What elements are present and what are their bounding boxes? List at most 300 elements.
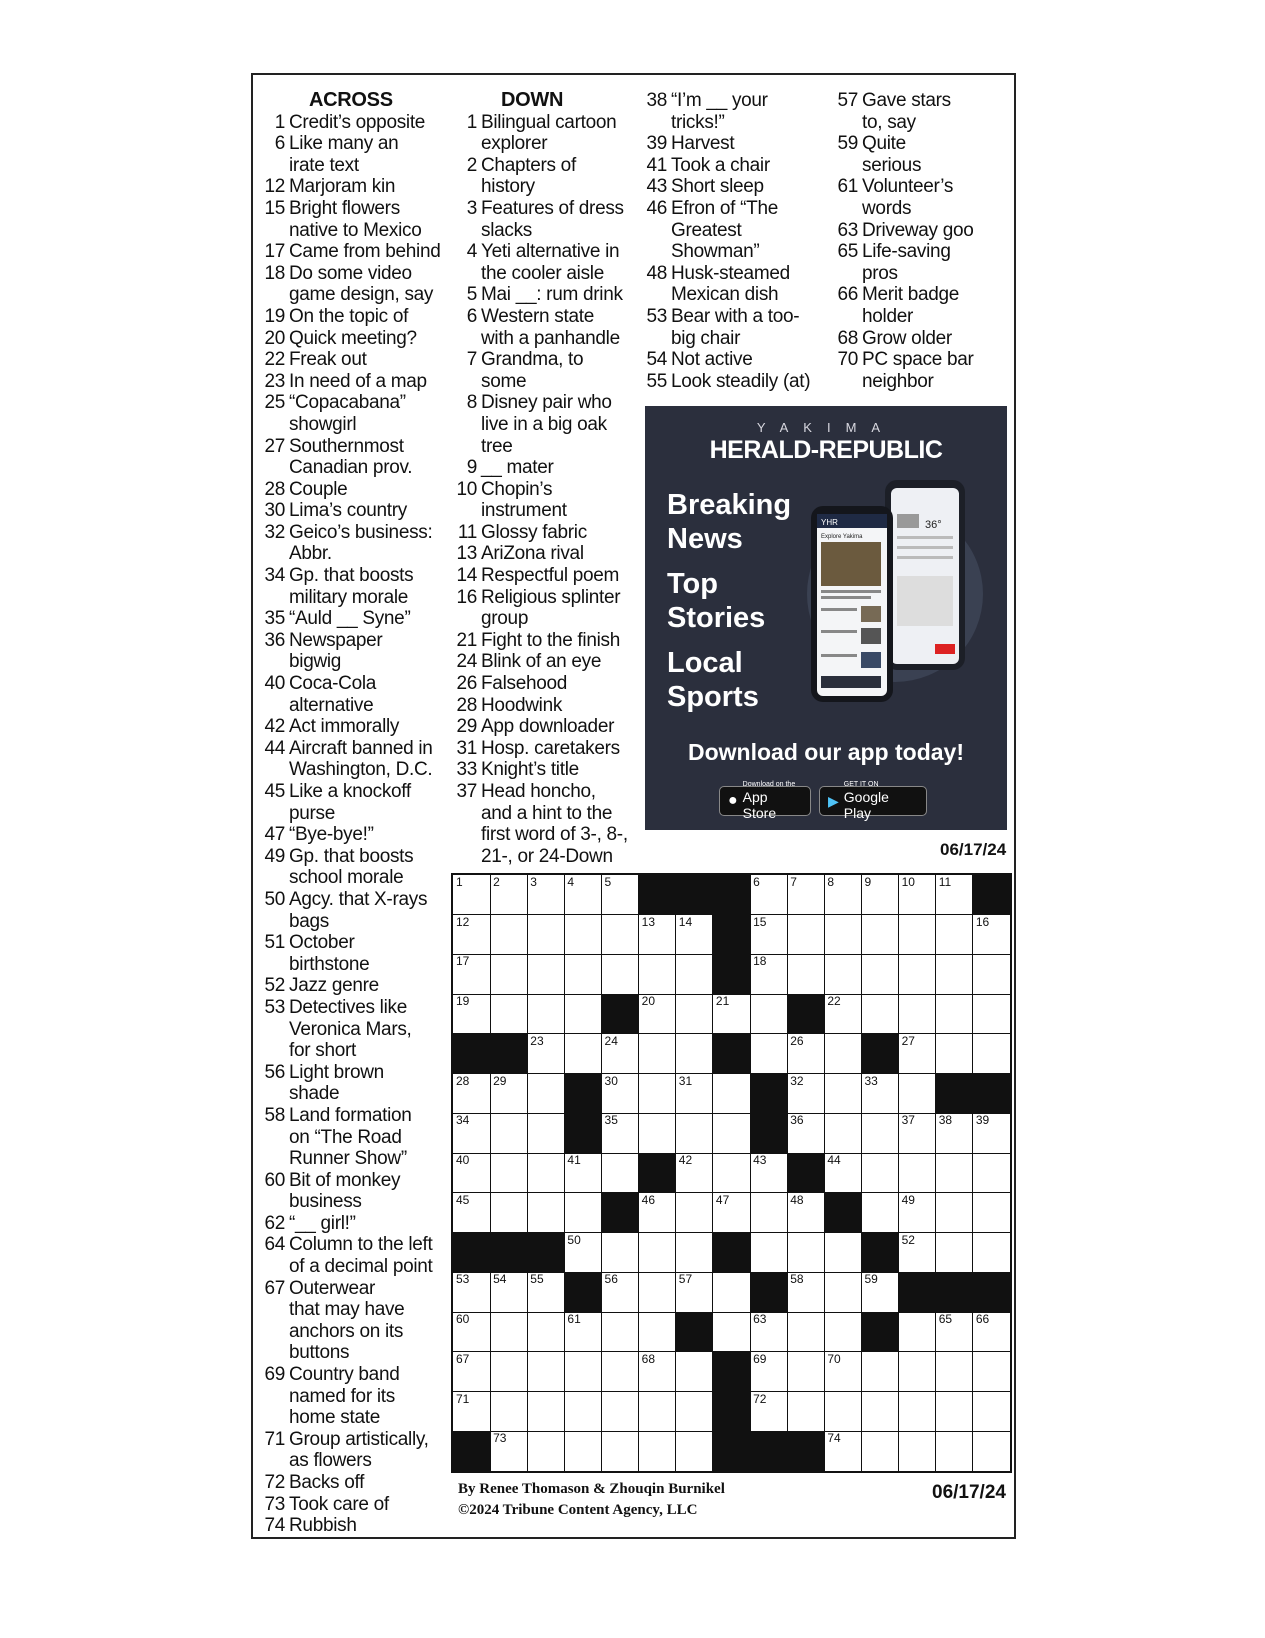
grid-cell[interactable]: [527, 1312, 565, 1352]
grid-cell-black: [453, 1431, 491, 1471]
grid-cell[interactable]: [861, 1074, 899, 1114]
grid-cell[interactable]: [824, 1352, 862, 1392]
clue-text-line: Short sleep: [671, 176, 764, 198]
grid-cell[interactable]: [453, 1392, 491, 1432]
grid-cell[interactable]: [453, 1074, 491, 1114]
grid-cell[interactable]: [602, 1233, 640, 1273]
grid-cell[interactable]: [973, 1312, 1010, 1352]
clue-number: 73: [264, 1493, 285, 1515]
grid-cell[interactable]: [824, 1392, 862, 1432]
grid-cell[interactable]: [750, 875, 788, 915]
grid-cell[interactable]: [453, 954, 491, 994]
grid-cell[interactable]: [899, 1034, 937, 1074]
grid-cell[interactable]: [639, 915, 677, 955]
clue-text-line: Head honcho,: [481, 781, 596, 802]
grid-cell-black: [490, 1233, 528, 1273]
grid-cell[interactable]: [787, 1193, 825, 1233]
grid-cell[interactable]: [527, 915, 565, 955]
clue-number: 23: [264, 370, 285, 392]
grid-cell[interactable]: [676, 1272, 714, 1312]
grid-cell[interactable]: [490, 875, 528, 915]
clue-item: [263, 824, 448, 846]
grid-cell[interactable]: [564, 954, 602, 994]
clue-text-line: instrument: [481, 500, 567, 522]
grid-cell[interactable]: [453, 1272, 491, 1312]
grid-cell-black: [564, 1074, 602, 1114]
clue-item: [263, 1494, 448, 1516]
grid-cell-black: [824, 1193, 862, 1233]
grid-cell[interactable]: [490, 1193, 528, 1233]
grid-cell[interactable]: [787, 1312, 825, 1352]
grid-cell-black: [453, 1233, 491, 1273]
grid-cell[interactable]: [899, 1392, 937, 1432]
clue-item: [263, 932, 448, 975]
grid-cell-black: [750, 1074, 788, 1114]
grid-cell[interactable]: [899, 1193, 937, 1233]
grid-cell[interactable]: [453, 1113, 491, 1153]
grid-cell[interactable]: [676, 1034, 714, 1074]
cell-number: 38: [938, 1113, 953, 1128]
clue-text-line: On the topic of: [289, 305, 409, 327]
grid-cell[interactable]: [936, 1352, 974, 1392]
grid-cell[interactable]: [564, 1153, 602, 1193]
cell-number: 67: [456, 1351, 470, 1366]
grid-cell[interactable]: [564, 1352, 602, 1392]
grid-cell[interactable]: [824, 1233, 862, 1273]
grid-cell[interactable]: [527, 875, 565, 915]
grid-cell[interactable]: [973, 1233, 1010, 1273]
byline: By Renee Thomason & Zhouqin Burnikel: [458, 1481, 725, 1497]
grid-cell[interactable]: [936, 875, 974, 915]
clue-text-line: that may have: [289, 1299, 405, 1321]
grid-cell[interactable]: [527, 1113, 565, 1153]
clue-number: 42: [264, 716, 285, 738]
grid-cell-black: [602, 1193, 640, 1233]
grid-cell[interactable]: [490, 1352, 528, 1392]
grid-cell[interactable]: [676, 1113, 714, 1153]
grid-cell[interactable]: [787, 954, 825, 994]
cell-number: 20: [641, 994, 656, 1009]
grid-cell[interactable]: [602, 875, 640, 915]
cell-number: 11: [938, 875, 952, 889]
grid-cell[interactable]: [824, 1153, 862, 1193]
grid-cell[interactable]: [527, 954, 565, 994]
grid-cell[interactable]: [564, 1312, 602, 1352]
grid-cell[interactable]: [973, 1392, 1010, 1432]
grid-cell-black: [861, 1312, 899, 1352]
clue-item: [263, 1472, 448, 1494]
clue-item: [645, 90, 830, 133]
grid-cell[interactable]: [676, 1352, 714, 1392]
clue-text-line: Bilingual cartoon: [481, 111, 617, 133]
grid-cell[interactable]: [639, 1113, 677, 1153]
grid-cell[interactable]: [676, 1153, 714, 1193]
grid-cell[interactable]: [527, 1153, 565, 1193]
clue-text-line: Do some video: [289, 262, 412, 284]
grid-cell[interactable]: [602, 1153, 640, 1193]
grid-cell[interactable]: [861, 1431, 899, 1471]
grid-cell[interactable]: [490, 1113, 528, 1153]
grid-cell[interactable]: [713, 1113, 751, 1153]
grid-cell[interactable]: [602, 1431, 640, 1471]
grid-cell[interactable]: [899, 1153, 937, 1193]
clue-item: [263, 565, 448, 608]
clue-item: [455, 630, 645, 652]
grid-cell-black: [602, 994, 640, 1034]
grid-cell[interactable]: [899, 1431, 937, 1471]
grid-cell[interactable]: [527, 1193, 565, 1233]
grid-cell[interactable]: [602, 954, 640, 994]
clue-text-line: Group artistically,: [289, 1428, 429, 1450]
grid-cell[interactable]: [787, 1233, 825, 1273]
herald-republic-app-ad[interactable]: [645, 406, 1007, 830]
grid-cell[interactable]: [973, 1153, 1010, 1193]
clue-text-line: Chapters of: [481, 154, 576, 176]
grid-cell[interactable]: [973, 954, 1010, 994]
grid-cell[interactable]: [602, 1392, 640, 1432]
clue-item: [455, 306, 645, 349]
clue-number: 27: [264, 435, 285, 457]
grid-cell[interactable]: [527, 1272, 565, 1312]
grid-cell[interactable]: [676, 1431, 714, 1471]
grid-cell[interactable]: [639, 1074, 677, 1114]
cell-number: 2: [493, 875, 500, 889]
grid-cell[interactable]: [602, 915, 640, 955]
grid-cell[interactable]: [527, 1074, 565, 1114]
grid-cell[interactable]: [453, 1193, 491, 1233]
clue-text-line: named for its: [289, 1385, 395, 1407]
clue-text-line: tricks!”: [671, 111, 725, 133]
grid-cell[interactable]: [639, 1233, 677, 1273]
grid-cell[interactable]: [713, 1312, 751, 1352]
grid-cell-black: [936, 1074, 974, 1114]
grid-cell[interactable]: [899, 1233, 937, 1273]
grid-cell[interactable]: [453, 875, 491, 915]
grid-cell[interactable]: [861, 1113, 899, 1153]
grid-cell[interactable]: [490, 1074, 528, 1114]
grid-cell[interactable]: [602, 1312, 640, 1352]
grid-cell[interactable]: [861, 1352, 899, 1392]
grid-cell[interactable]: [750, 1233, 788, 1273]
grid-cell[interactable]: [453, 915, 491, 955]
clue-number: 64: [264, 1234, 285, 1256]
grid-cell[interactable]: [527, 1431, 565, 1471]
ad-brand-city: YAKIMA: [756, 420, 896, 435]
cell-number: 60: [456, 1312, 470, 1327]
grid-cell[interactable]: [861, 954, 899, 994]
grid-cell[interactable]: [861, 915, 899, 955]
grid-cell[interactable]: [936, 954, 974, 994]
grid-cell[interactable]: [936, 1113, 974, 1153]
grid-cell[interactable]: [676, 954, 714, 994]
clue-text-line: on “The Road: [289, 1126, 402, 1148]
clue-item: [263, 630, 448, 673]
cell-number: 72: [753, 1391, 767, 1406]
grid-cell[interactable]: [750, 915, 788, 955]
grid-cell[interactable]: [936, 1034, 974, 1074]
clue-text-line: anchors on its: [289, 1320, 404, 1342]
grid-cell[interactable]: [824, 954, 862, 994]
grid-cell[interactable]: [490, 954, 528, 994]
grid-cell[interactable]: [602, 1352, 640, 1392]
grid-cell[interactable]: [899, 1312, 937, 1352]
clue-item: [455, 651, 645, 673]
grid-cell[interactable]: [676, 994, 714, 1034]
grid-cell[interactable]: [602, 1113, 640, 1153]
grid-cell[interactable]: [861, 875, 899, 915]
ad-tagline-top-stories: Top Stories: [667, 568, 766, 634]
clue-text-line: Lima’s country: [289, 500, 407, 522]
clue-number: 18: [264, 262, 285, 284]
grid-cell[interactable]: [453, 1352, 491, 1392]
cell-number: 22: [827, 994, 841, 1009]
grid-cell[interactable]: [639, 1272, 677, 1312]
grid-cell[interactable]: [676, 1193, 714, 1233]
clue-number: 24: [456, 651, 477, 673]
grid-cell[interactable]: [676, 1074, 714, 1114]
grid-cell[interactable]: [787, 1272, 825, 1312]
grid-cell[interactable]: [639, 1392, 677, 1432]
clue-text-line: “Copacabana”: [289, 392, 406, 414]
clue-text-line: slacks: [481, 219, 532, 241]
clue-item: [645, 155, 830, 177]
grid-cell[interactable]: [564, 1034, 602, 1074]
grid-cell[interactable]: [527, 1034, 565, 1074]
clue-item: [645, 371, 830, 393]
grid-cell[interactable]: [824, 1312, 862, 1352]
grid-cell[interactable]: [490, 1272, 528, 1312]
grid-cell[interactable]: [936, 1153, 974, 1193]
grid-cell[interactable]: [639, 1431, 677, 1471]
grid-cell[interactable]: [453, 1312, 491, 1352]
grid-cell[interactable]: [899, 994, 937, 1034]
cell-number: 70: [827, 1351, 841, 1366]
grid-cell[interactable]: [824, 1272, 862, 1312]
grid-cell[interactable]: [750, 954, 788, 994]
grid-cell[interactable]: [750, 1392, 788, 1432]
clue-text-line: Quick meeting?: [289, 327, 417, 349]
grid-cell[interactable]: [750, 1193, 788, 1233]
grid-cell[interactable]: [787, 1074, 825, 1114]
grid-cell[interactable]: [490, 994, 528, 1034]
grid-cell[interactable]: [787, 1392, 825, 1432]
cell-number: 9: [864, 875, 872, 889]
grid-cell[interactable]: [564, 994, 602, 1034]
grid-cell[interactable]: [750, 1153, 788, 1193]
grid-cell-black: [973, 1074, 1010, 1114]
grid-cell[interactable]: [676, 1233, 714, 1273]
app-store-label: App Store: [742, 789, 777, 821]
grid-cell[interactable]: [564, 1431, 602, 1471]
clue-item: [263, 371, 448, 393]
clue-text-line: Life-saving: [862, 241, 951, 263]
grid-cell[interactable]: [527, 1352, 565, 1392]
grid-cell[interactable]: [973, 915, 1010, 955]
clue-text-line: Look steadily (at): [671, 370, 811, 392]
clue-number: 55: [646, 370, 667, 392]
grid-cell[interactable]: [639, 1352, 677, 1392]
grid-cell[interactable]: [490, 1153, 528, 1193]
grid-cell-black: [787, 1153, 825, 1193]
grid-cell[interactable]: [861, 1153, 899, 1193]
grid-cell[interactable]: [899, 915, 937, 955]
clue-item: [263, 1105, 448, 1170]
cell-number: 35: [604, 1113, 618, 1128]
clue-number: 22: [264, 349, 285, 371]
grid-cell[interactable]: [564, 1392, 602, 1432]
apple-icon: ●: [728, 792, 738, 809]
grid-cell[interactable]: [527, 1392, 565, 1432]
cell-number: 1: [456, 875, 463, 889]
ad-tagline-breaking-news: Breaking News: [667, 489, 792, 555]
grid-cell-black: [750, 1431, 788, 1471]
clue-item: [263, 1213, 448, 1235]
grid-cell[interactable]: [899, 954, 937, 994]
crossword-grid[interactable]: [451, 873, 1012, 1473]
cell-number: 4: [567, 875, 575, 889]
grid-cell[interactable]: [936, 1431, 974, 1471]
clue-text-line: bags: [289, 910, 330, 932]
clue-text-line: school morale: [289, 867, 404, 889]
grid-cell[interactable]: [973, 1431, 1010, 1471]
grid-cell[interactable]: [713, 1272, 751, 1312]
clue-text-line: Canadian prov.: [289, 457, 413, 479]
grid-cell[interactable]: [676, 915, 714, 955]
grid-cell[interactable]: [973, 1193, 1010, 1233]
grid-cell[interactable]: [973, 1113, 1010, 1153]
grid-cell[interactable]: [453, 1153, 491, 1193]
clue-text-line: buttons: [289, 1342, 350, 1364]
grid-cell[interactable]: [861, 1193, 899, 1233]
clue-number: 56: [264, 1061, 285, 1083]
google-play-button[interactable]: [819, 781, 927, 821]
grid-cell[interactable]: [824, 1034, 862, 1074]
down-clues: [455, 90, 645, 867]
grid-cell-black: [527, 1233, 565, 1273]
grid-cell[interactable]: [453, 994, 491, 1034]
grid-cell[interactable]: [787, 875, 825, 915]
grid-cell[interactable]: [750, 1352, 788, 1392]
grid-cell[interactable]: [899, 1113, 937, 1153]
grid-cell[interactable]: [824, 994, 862, 1034]
grid-cell[interactable]: [490, 1431, 528, 1471]
clue-number: 2: [466, 154, 477, 176]
grid-cell[interactable]: [861, 994, 899, 1034]
clue-text-line: for short: [289, 1040, 356, 1062]
clue-number: 34: [264, 565, 285, 587]
grid-cell[interactable]: [824, 915, 862, 955]
grid-cell[interactable]: [750, 1312, 788, 1352]
grid-cell[interactable]: [602, 1272, 640, 1312]
clue-text-line: Aircraft banned in: [289, 737, 433, 759]
grid-cell[interactable]: [899, 1352, 937, 1392]
grid-cell[interactable]: [490, 1312, 528, 1352]
grid-cell[interactable]: [861, 1392, 899, 1432]
clue-text-line: Grow older: [862, 327, 952, 349]
grid-cell[interactable]: [899, 875, 937, 915]
grid-cell[interactable]: [564, 915, 602, 955]
grid-cell[interactable]: [750, 994, 788, 1034]
grid-cell[interactable]: [490, 1392, 528, 1432]
clue-text-line: explorer: [481, 133, 548, 155]
clue-text-line: Fight to the finish: [481, 629, 620, 651]
clue-text-line: history: [481, 176, 535, 198]
clue-text-line: Couple: [289, 478, 348, 500]
grid-cell[interactable]: [639, 994, 677, 1034]
cell-number: 42: [678, 1153, 693, 1168]
clue-item: [263, 198, 448, 241]
grid-cell[interactable]: [564, 875, 602, 915]
grid-cell[interactable]: [527, 994, 565, 1034]
grid-cell[interactable]: [602, 1074, 640, 1114]
clue-number: 61: [837, 176, 858, 198]
cell-number: 43: [753, 1153, 767, 1168]
grid-cell[interactable]: [713, 1074, 751, 1114]
grid-cell[interactable]: [824, 1113, 862, 1153]
clue-text-line: Grandma, to: [481, 349, 584, 371]
grid-cell[interactable]: [639, 1193, 677, 1233]
grid-cell[interactable]: [639, 1312, 677, 1352]
grid-cell[interactable]: [824, 875, 862, 915]
grid-cell[interactable]: [564, 1233, 602, 1273]
grid-cell[interactable]: [936, 1193, 974, 1233]
grid-cell[interactable]: [787, 1352, 825, 1392]
grid-cell[interactable]: [973, 1034, 1010, 1074]
grid-cell[interactable]: [639, 1034, 677, 1074]
clue-text-line: Backs off: [289, 1472, 365, 1493]
app-store-button[interactable]: [719, 781, 811, 821]
clue-item: [455, 565, 645, 587]
grid-cell[interactable]: [936, 1392, 974, 1432]
grid-cell[interactable]: [787, 1113, 825, 1153]
cell-number: 32: [790, 1073, 804, 1088]
grid-cell[interactable]: [713, 1193, 751, 1233]
clue-text-line: Not active: [671, 349, 753, 371]
clue-item: [263, 112, 448, 134]
clue-item: [836, 349, 1011, 392]
grid-cell[interactable]: [824, 1431, 862, 1471]
grid-cell[interactable]: [490, 915, 528, 955]
grid-cell[interactable]: [936, 1233, 974, 1273]
cell-number: 3: [530, 875, 537, 889]
clue-text-line: Disney pair who: [481, 392, 612, 414]
grid-cell[interactable]: [713, 1153, 751, 1193]
grid-cell[interactable]: [787, 1034, 825, 1074]
grid-cell[interactable]: [861, 1272, 899, 1312]
grid-cell[interactable]: [676, 1392, 714, 1432]
clue-item: [263, 263, 448, 306]
grid-cell[interactable]: [936, 1312, 974, 1352]
grid-cell[interactable]: [973, 1352, 1010, 1392]
grid-cell[interactable]: [713, 994, 751, 1034]
clue-number: 7: [466, 349, 477, 371]
grid-cell[interactable]: [564, 1193, 602, 1233]
grid-cell[interactable]: [602, 1034, 640, 1074]
clue-item: [263, 673, 448, 716]
grid-cell[interactable]: [750, 1034, 788, 1074]
clue-text-line: 21-, or 24-Down: [481, 845, 613, 867]
grid-cell[interactable]: [973, 994, 1010, 1034]
cell-number: 52: [901, 1232, 915, 1247]
grid-cell[interactable]: [936, 994, 974, 1034]
cell-number: 31: [678, 1073, 693, 1088]
grid-cell[interactable]: [899, 1074, 937, 1114]
grid-cell[interactable]: [787, 915, 825, 955]
grid-cell[interactable]: [639, 954, 677, 994]
grid-cell[interactable]: [936, 915, 974, 955]
grid-cell[interactable]: [824, 1074, 862, 1114]
clue-number: 37: [456, 781, 477, 802]
